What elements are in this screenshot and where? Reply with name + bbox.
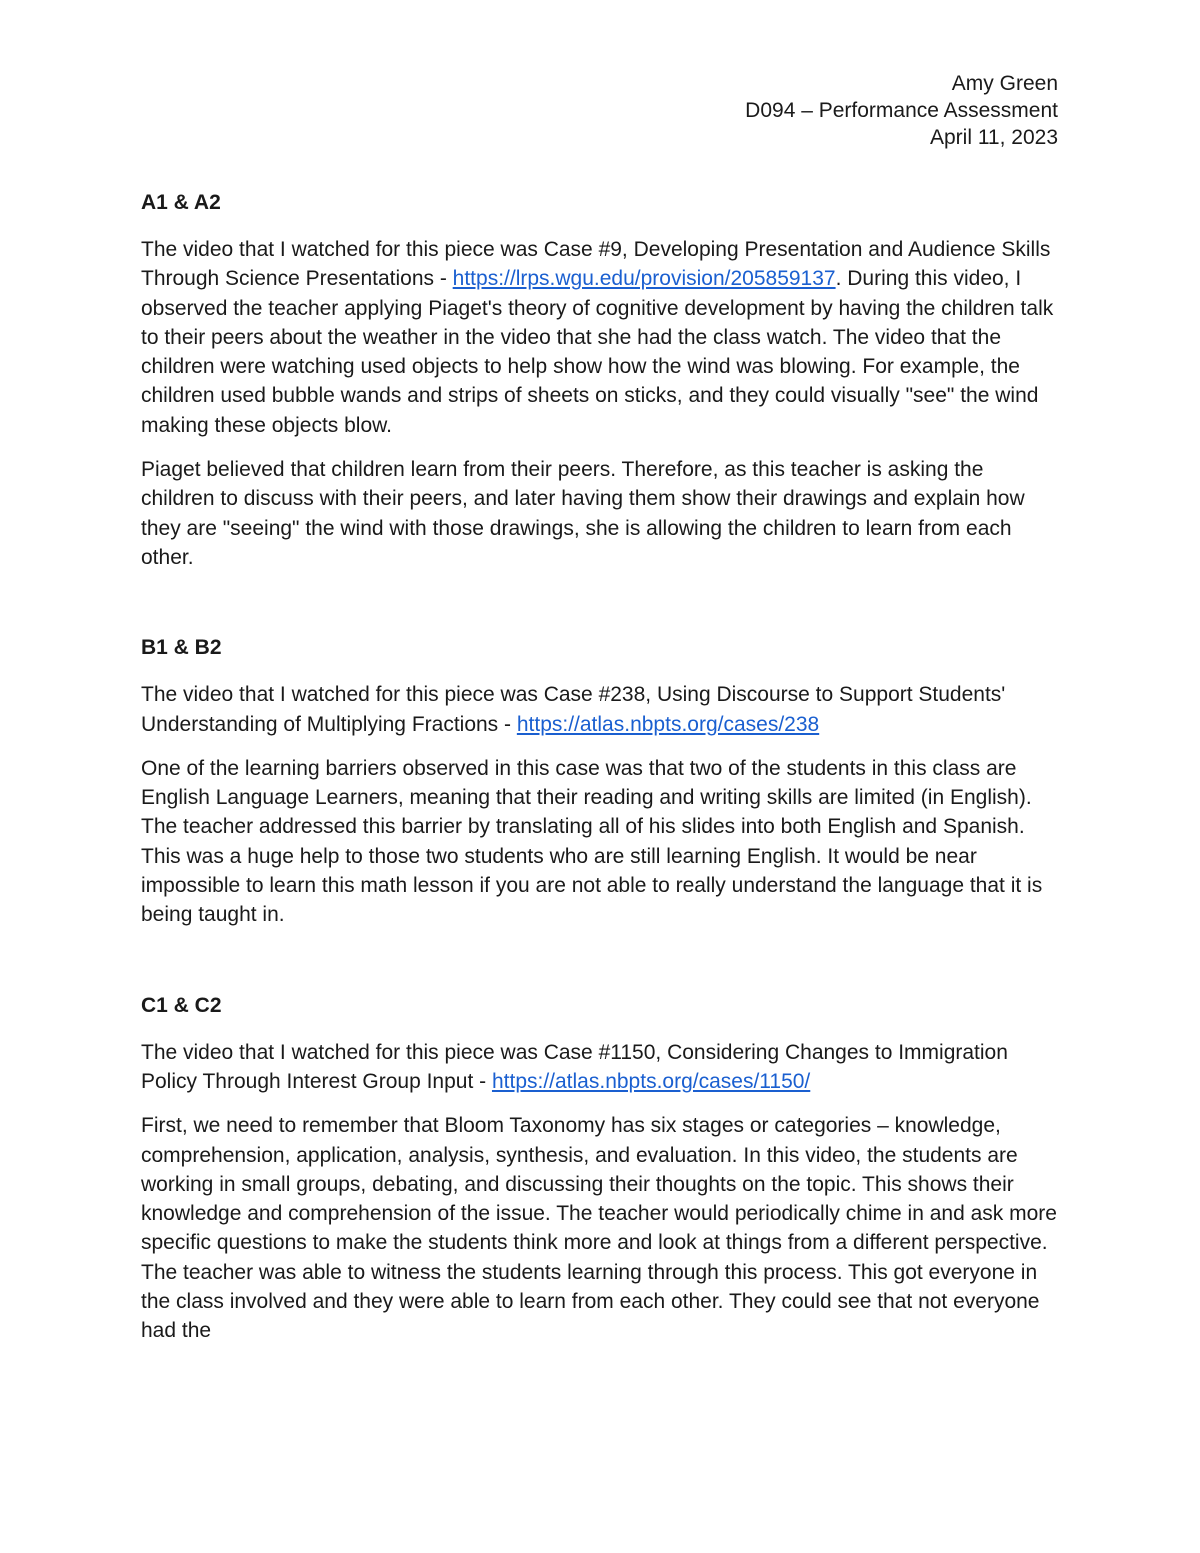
author-name: Amy Green [951,72,1058,95]
section-paragraph [141,680,1061,739]
case-link[interactable]: https://atlas.nbpts.org/cases/238 [516,712,820,736]
paragraph-text: The video that I watched for this piece was Case #238, Using Discourse to Support Students' Understanding of Multiplying Fractions - [141,683,1006,736]
paragraph-text: The video that I watched for this piece was Case #9, Developing Presentation and Audience Skills Through Science Presentations - [141,238,1051,291]
paragraph-text: . During this video, I observed the teacher applying Piaget's theory of cognitive development by having the children talk to their peers about the weather in the video that she had the class watch. The video that the children were watching used objects to help show how the wind was blowing. For example, the children used bubble wands and strips of sheets on sticks, and they could visually "see" the wind making these objects blow. [141,267,1054,437]
course-title: D094 – Performance Assessment [745,99,1058,122]
section-a [141,189,1061,572]
section-paragraph [141,1038,1061,1097]
section-heading: B1 & B2 [141,636,222,660]
section-heading: A1 & A2 [141,191,221,214]
case-link[interactable]: https://lrps.wgu.edu/provision/205859137 [452,267,836,291]
section-paragraph: Piaget believed that children learn from their peers. Therefore, as this teacher is asking the children to discuss with their peers, and later having them show their drawings and explain how they are "seeing" the wind with those drawings, she is allowing the children to learn from each other. [141,458,1025,569]
document-page [141,70,1061,1346]
paragraph-text: The video that I watched for this piece was Case #1150, Considering Changes to Immigration Policy Through Interest Group Input - [141,1040,1008,1093]
section-paragraph [141,235,1061,440]
section-heading: C1 & C2 [141,993,222,1017]
section-c [141,992,1061,1346]
section-b [141,634,1061,929]
section-paragraph: First, we need to remember that Bloom Taxonomy has six stages or categories – knowledge, comprehension, application, analysis, synthesis, and evaluation. In this video, the students are working in small groups, debating, and discussing their thoughts on the topic. This shows their knowledge and comprehension of the issue. The teacher would periodically chime in and ask more specific questions to make the students think more and look at things from a different perspective. The teacher was able to witness the students learning through this process. This got everyone in the class involved and they were able to learn from each other. They could see that not everyone had the [141,1114,1057,1343]
case-link[interactable]: https://atlas.nbpts.org/cases/1150/ [491,1069,811,1093]
section-paragraph: One of the learning barriers observed in this case was that two of the students in this class are English Language Learners, meaning that their reading and writing skills are limited (in English). The teacher addressed this barrier by translating all of his slides into both English and Spanish. This was a huge help to those two students who are still learning English. It would be near impossible to learn this math lesson if you are not able to really understand the language that it is being taught in. [141,756,1043,927]
document-header [141,70,1058,151]
document-date: April 11, 2023 [929,126,1058,149]
